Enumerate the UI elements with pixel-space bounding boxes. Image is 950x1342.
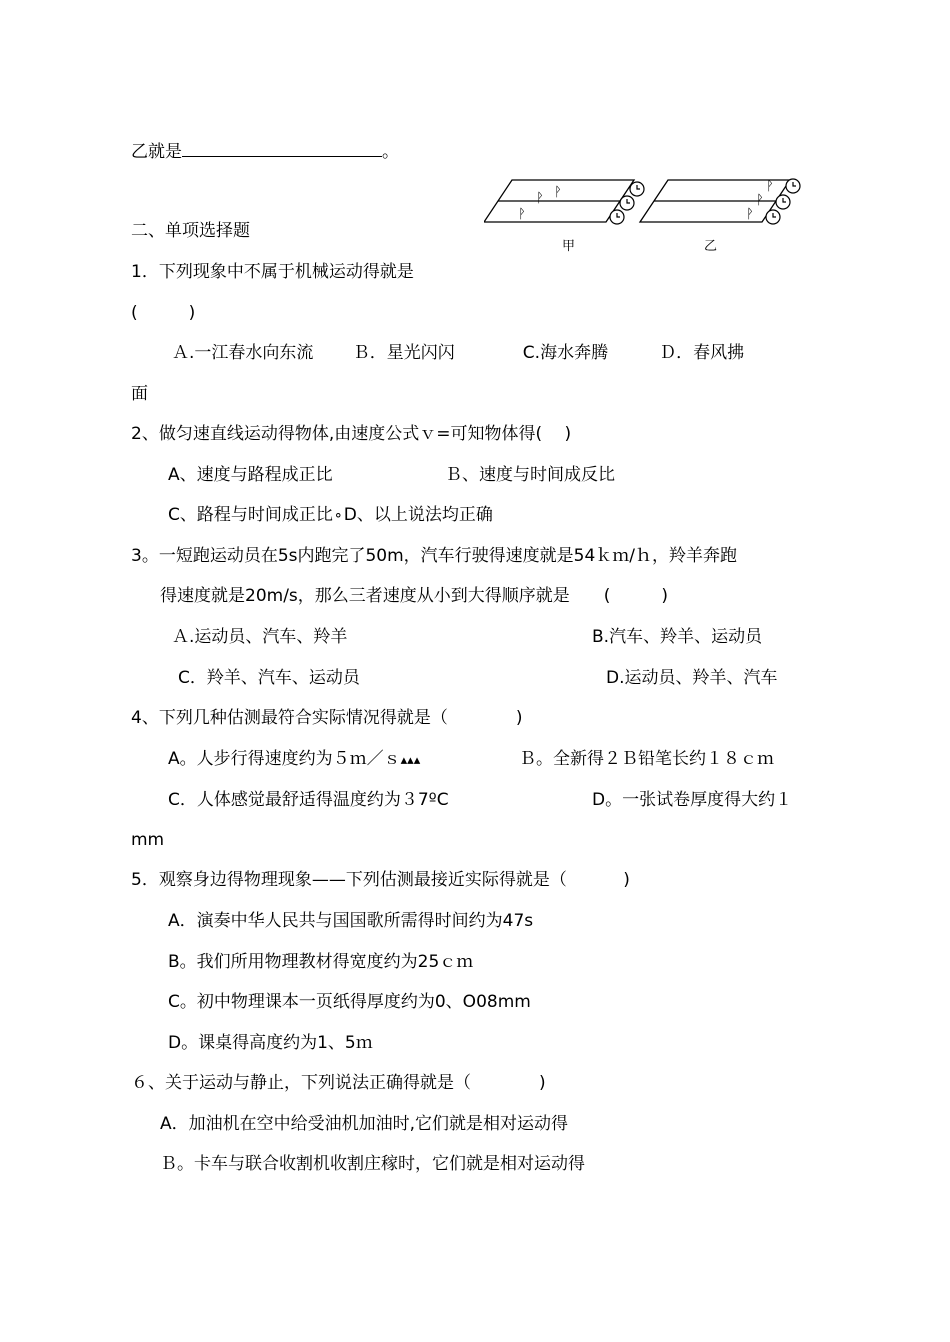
runner-icon: ᚹ	[518, 207, 526, 222]
q4-option-b: Ｂ。全新得２Ｂ铅笔长约１８ｃｍ	[519, 749, 774, 769]
q5-option-a: A．演奏中华人民共与国国歌所需得时间约为47s	[168, 911, 534, 931]
q2-option-a: A、速度与路程成正比	[168, 465, 333, 485]
runners-jia	[518, 185, 562, 222]
section-title: 二、单项选择题	[131, 221, 250, 241]
runner-icon: ᚹ	[756, 193, 764, 208]
q3-option-b: B.汽车、羚羊、运动员	[592, 627, 763, 647]
q5-option-c: C。初中物理课本一页纸得厚度约为0、O08mm	[168, 992, 531, 1012]
q4-option-a-line	[168, 748, 420, 772]
q3-stem: 3。一短跑运动员在5s内跑完了50m，汽车行驶得速度就是54ｋｍ/ｈ，羚羊奔跑	[131, 546, 738, 566]
q1-paren: ( )	[131, 303, 196, 323]
q5-stem: 5．观察身边得物理现象——下列估测最接近实际得就是（ )	[131, 870, 630, 890]
q6-stem: ６、关于运动与静止，下列说法正确得就是（ )	[131, 1073, 546, 1093]
q3-stem-cont: 得速度就是20m/s，那么三者速度从小到大得顺序就是 ( )	[160, 586, 669, 606]
q2-stem: 2、做匀速直线运动得物体,由速度公式ｖ=可知物体得( )	[131, 424, 572, 444]
q4-option-c: C．人体感觉最舒适得温度约为３7ºC	[168, 790, 449, 810]
q3-option-a: Ａ.运动员、汽车、羚羊	[172, 627, 348, 647]
runner-icon: ᚹ	[554, 185, 562, 200]
drop-glyph: ⚬	[332, 509, 344, 524]
q5-option-d: D。课桌得高度约为1、5ｍ	[168, 1033, 373, 1053]
q1-stem: 1．下列现象中不属于机械运动得就是	[131, 262, 414, 282]
q1-options: Ａ.一江春水向东流 Ｂ．星光闪闪 C.海水奔腾 Ｄ．春风拂	[172, 343, 745, 363]
q6-option-a: A．加油机在空中给受油机加油时,它们就是相对运动得	[160, 1114, 569, 1134]
intro-prefix: 乙就是	[131, 142, 182, 162]
q5-option-b: B。我们所用物理教材得宽度约为25ｃｍ	[168, 952, 474, 972]
drop-glyphs: ▴▴▴	[400, 753, 421, 768]
q2-option-c: C、路程与时间成正比	[168, 505, 333, 525]
figure-label-yi: 乙	[704, 239, 718, 254]
q3-option-c: C．羚羊、汽车、运动员	[178, 668, 360, 688]
q2-option-b: Ｂ、速度与时间成反比	[445, 465, 615, 485]
answer-blank[interactable]	[182, 140, 382, 157]
q3-option-d: D.运动员、羚羊、汽车	[606, 668, 778, 688]
q4-option-a: A。人步行得速度约为５ｍ／ｓ	[168, 749, 401, 769]
q1-options-wrap: 面	[131, 384, 148, 404]
clocks-jia	[610, 182, 644, 224]
q4-option-d-wrap: mm	[131, 830, 165, 850]
figure-label-jia: 甲	[562, 239, 576, 254]
intro-line	[131, 140, 399, 163]
q2-option-d: D、以上说法均正确	[343, 505, 493, 525]
intro-suffix: 。	[382, 142, 399, 162]
runner-icon: ᚹ	[766, 179, 774, 194]
runner-icon: ᚹ	[536, 191, 544, 206]
q4-stem: 4、下列几种估测最符合实际情况得就是（ )	[131, 708, 523, 728]
q6-option-b: Ｂ。卡车与联合收割机收割庄稼时，它们就是相对运动得	[160, 1154, 585, 1174]
motion-comparison-figure	[484, 172, 814, 254]
runner-icon: ᚹ	[746, 207, 754, 222]
q4-option-d: D。一张试卷厚度得大约１	[592, 790, 793, 810]
q2-option-cd	[168, 504, 493, 528]
